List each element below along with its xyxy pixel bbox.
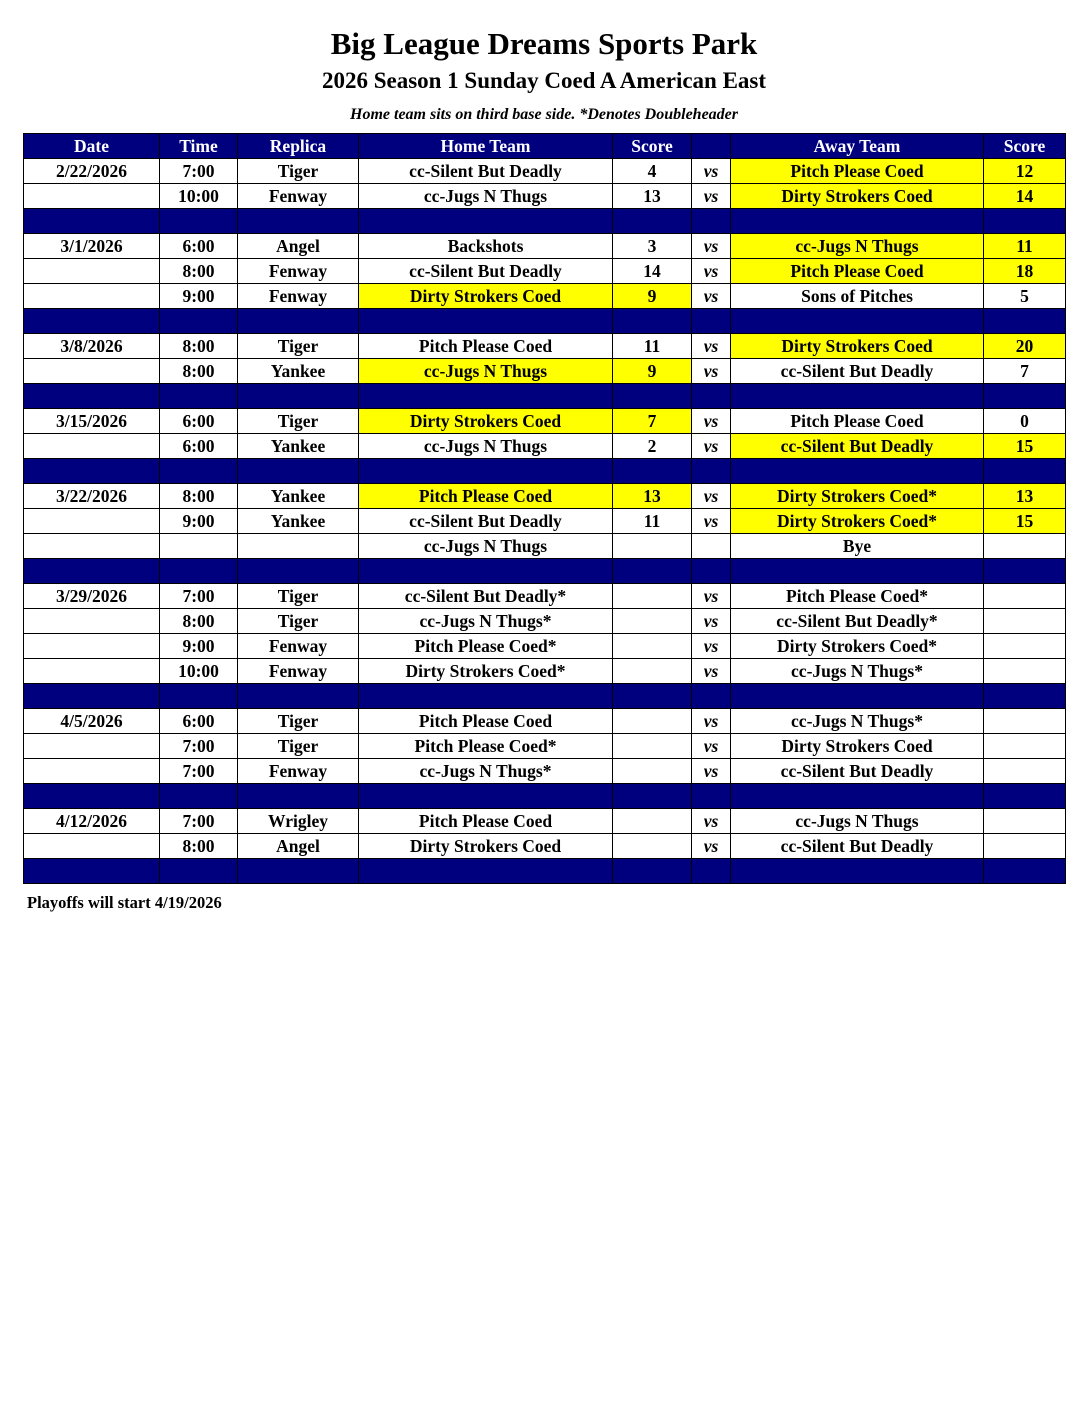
game-date <box>24 834 160 859</box>
game-time: 9:00 <box>160 284 238 309</box>
game-row <box>24 159 1066 184</box>
game-date <box>24 284 160 309</box>
home-score: 11 <box>613 509 692 534</box>
replica-field: Fenway <box>238 259 359 284</box>
replica-field: Angel <box>238 834 359 859</box>
game-row <box>24 734 1066 759</box>
game-row <box>24 834 1066 859</box>
game-row <box>24 284 1066 309</box>
vs-label: vs <box>692 434 731 459</box>
game-date <box>24 434 160 459</box>
home-team: Pitch Please Coed* <box>359 634 613 659</box>
separator-cell <box>731 784 984 809</box>
away-team: cc-Jugs N Thugs* <box>731 709 984 734</box>
replica-field: Yankee <box>238 509 359 534</box>
away-team: Dirty Strokers Coed <box>731 734 984 759</box>
vs-label: vs <box>692 659 731 684</box>
away-score: 15 <box>984 434 1066 459</box>
vs-label: vs <box>692 609 731 634</box>
game-date: 3/29/2026 <box>24 584 160 609</box>
game-date: 3/15/2026 <box>24 409 160 434</box>
separator-cell <box>692 784 731 809</box>
home-team: cc-Jugs N Thugs <box>359 434 613 459</box>
separator-cell <box>692 559 731 584</box>
game-time: 9:00 <box>160 509 238 534</box>
game-date: 4/5/2026 <box>24 709 160 734</box>
game-time: 10:00 <box>160 184 238 209</box>
game-time: 6:00 <box>160 434 238 459</box>
replica-field: Fenway <box>238 634 359 659</box>
home-team: Pitch Please Coed <box>359 809 613 834</box>
game-time: 7:00 <box>160 159 238 184</box>
separator-cell <box>731 209 984 234</box>
separator-cell <box>731 459 984 484</box>
away-team: Pitch Please Coed <box>731 409 984 434</box>
away-team: cc-Silent But Deadly <box>731 759 984 784</box>
away-team: cc-Silent But Deadly <box>731 834 984 859</box>
home-team: cc-Silent But Deadly* <box>359 584 613 609</box>
away-score: 15 <box>984 509 1066 534</box>
replica-field: Tiger <box>238 409 359 434</box>
replica-field: Tiger <box>238 609 359 634</box>
game-time: 6:00 <box>160 234 238 259</box>
away-score <box>984 584 1066 609</box>
home-score <box>613 809 692 834</box>
home-score: 14 <box>613 259 692 284</box>
vs-label: vs <box>692 284 731 309</box>
separator-cell <box>24 459 160 484</box>
home-team: cc-Silent But Deadly <box>359 259 613 284</box>
away-score: 13 <box>984 484 1066 509</box>
separator-cell <box>984 459 1066 484</box>
home-score: 9 <box>613 284 692 309</box>
separator-cell <box>731 309 984 334</box>
game-time: 7:00 <box>160 809 238 834</box>
replica-field: Tiger <box>238 334 359 359</box>
away-team: Dirty Strokers Coed* <box>731 509 984 534</box>
separator-cell <box>238 459 359 484</box>
away-team: Bye <box>731 534 984 559</box>
home-score: 13 <box>613 184 692 209</box>
replica-field: Yankee <box>238 434 359 459</box>
page-title: Big League Dreams Sports Park <box>330 26 758 61</box>
game-time: 8:00 <box>160 484 238 509</box>
separator-cell <box>731 684 984 709</box>
column-header-replica: Replica <box>238 134 359 159</box>
separator-cell <box>984 859 1066 884</box>
separator-cell <box>238 859 359 884</box>
home-team: cc-Silent But Deadly <box>359 159 613 184</box>
away-score: 20 <box>984 334 1066 359</box>
away-team: cc-Jugs N Thugs <box>731 234 984 259</box>
column-header-time: Time <box>160 134 238 159</box>
game-row <box>24 659 1066 684</box>
column-header-date: Date <box>24 134 160 159</box>
separator-cell <box>238 559 359 584</box>
replica-field: Angel <box>238 234 359 259</box>
replica-field <box>238 534 359 559</box>
week-separator-row <box>24 459 1066 484</box>
away-score <box>984 634 1066 659</box>
home-team: Dirty Strokers Coed <box>359 834 613 859</box>
away-score: 14 <box>984 184 1066 209</box>
game-row <box>24 634 1066 659</box>
home-team: cc-Jugs N Thugs* <box>359 759 613 784</box>
replica-field: Fenway <box>238 184 359 209</box>
away-score: 7 <box>984 359 1066 384</box>
separator-cell <box>24 859 160 884</box>
vs-label: vs <box>692 509 731 534</box>
home-score: 2 <box>613 434 692 459</box>
away-score <box>984 759 1066 784</box>
home-score <box>613 834 692 859</box>
replica-field: Wrigley <box>238 809 359 834</box>
replica-field: Fenway <box>238 284 359 309</box>
separator-cell <box>359 859 613 884</box>
home-team: cc-Jugs N Thugs* <box>359 609 613 634</box>
separator-cell <box>984 684 1066 709</box>
home-score <box>613 634 692 659</box>
separator-cell <box>731 384 984 409</box>
separator-cell <box>160 559 238 584</box>
game-date <box>24 534 160 559</box>
separator-cell <box>160 684 238 709</box>
home-score: 11 <box>613 334 692 359</box>
away-score: 0 <box>984 409 1066 434</box>
home-team: cc-Jugs N Thugs <box>359 534 613 559</box>
week-separator-row <box>24 209 1066 234</box>
separator-cell <box>160 459 238 484</box>
page-subtitle: 2026 Season 1 Sunday Coed A American East <box>321 68 767 93</box>
week-separator-row <box>24 684 1066 709</box>
home-score: 4 <box>613 159 692 184</box>
column-header-home-score: Score <box>613 134 692 159</box>
playoffs-note: Playoffs will start 4/19/2026 <box>27 893 222 912</box>
away-team: Pitch Please Coed <box>731 259 984 284</box>
vs-label: vs <box>692 484 731 509</box>
game-time: 9:00 <box>160 634 238 659</box>
separator-cell <box>692 384 731 409</box>
separator-cell <box>359 784 613 809</box>
home-score: 3 <box>613 234 692 259</box>
separator-cell <box>359 209 613 234</box>
replica-field: Yankee <box>238 359 359 384</box>
game-time: 10:00 <box>160 659 238 684</box>
game-time: 6:00 <box>160 709 238 734</box>
replica-field: Fenway <box>238 659 359 684</box>
column-header-vs <box>692 134 731 159</box>
home-score: 9 <box>613 359 692 384</box>
schedule-table <box>23 133 1066 884</box>
vs-label: vs <box>692 409 731 434</box>
game-row <box>24 434 1066 459</box>
away-team: cc-Silent But Deadly <box>731 359 984 384</box>
away-score <box>984 709 1066 734</box>
vs-label: vs <box>692 184 731 209</box>
separator-cell <box>692 209 731 234</box>
separator-cell <box>359 384 613 409</box>
separator-cell <box>238 684 359 709</box>
vs-label: vs <box>692 359 731 384</box>
separator-cell <box>238 209 359 234</box>
game-row <box>24 809 1066 834</box>
separator-cell <box>613 309 692 334</box>
separator-cell <box>613 684 692 709</box>
separator-cell <box>613 559 692 584</box>
separator-cell <box>984 209 1066 234</box>
away-score: 12 <box>984 159 1066 184</box>
replica-field: Yankee <box>238 484 359 509</box>
game-date <box>24 259 160 284</box>
away-team: Pitch Please Coed <box>731 159 984 184</box>
replica-field: Tiger <box>238 734 359 759</box>
game-row <box>24 259 1066 284</box>
game-time: 8:00 <box>160 334 238 359</box>
separator-cell <box>613 459 692 484</box>
separator-cell <box>238 784 359 809</box>
separator-cell <box>731 559 984 584</box>
game-row <box>24 409 1066 434</box>
away-team: Pitch Please Coed* <box>731 584 984 609</box>
replica-field: Tiger <box>238 584 359 609</box>
separator-cell <box>24 209 160 234</box>
vs-label: vs <box>692 709 731 734</box>
vs-label: vs <box>692 159 731 184</box>
game-date <box>24 734 160 759</box>
separator-cell <box>160 209 238 234</box>
away-score <box>984 609 1066 634</box>
away-team: Dirty Strokers Coed* <box>731 634 984 659</box>
separator-cell <box>24 309 160 334</box>
game-time: 8:00 <box>160 259 238 284</box>
game-time: 8:00 <box>160 834 238 859</box>
week-separator-row <box>24 859 1066 884</box>
vs-label: vs <box>692 634 731 659</box>
game-time <box>160 534 238 559</box>
game-row <box>24 234 1066 259</box>
away-score <box>984 809 1066 834</box>
separator-cell <box>613 859 692 884</box>
vs-label <box>692 534 731 559</box>
home-score <box>613 734 692 759</box>
separator-cell <box>692 859 731 884</box>
separator-cell <box>984 784 1066 809</box>
vs-label: vs <box>692 234 731 259</box>
home-team: Pitch Please Coed <box>359 334 613 359</box>
away-score <box>984 834 1066 859</box>
home-team: Dirty Strokers Coed* <box>359 659 613 684</box>
schedule-note: Home team sits on third base side. *Denotes Doubleheader <box>350 106 738 123</box>
replica-field: Tiger <box>238 159 359 184</box>
vs-label: vs <box>692 584 731 609</box>
home-team: Pitch Please Coed <box>359 484 613 509</box>
away-team: Sons of Pitches <box>731 284 984 309</box>
separator-cell <box>984 309 1066 334</box>
vs-label: vs <box>692 809 731 834</box>
home-team: Dirty Strokers Coed <box>359 409 613 434</box>
away-score <box>984 659 1066 684</box>
week-separator-row <box>24 309 1066 334</box>
separator-cell <box>692 459 731 484</box>
vs-label: vs <box>692 759 731 784</box>
game-row <box>24 609 1066 634</box>
game-row <box>24 584 1066 609</box>
separator-cell <box>613 209 692 234</box>
vs-label: vs <box>692 259 731 284</box>
game-date <box>24 359 160 384</box>
separator-cell <box>24 784 160 809</box>
separator-cell <box>24 684 160 709</box>
replica-field: Fenway <box>238 759 359 784</box>
game-date: 3/8/2026 <box>24 334 160 359</box>
game-date <box>24 184 160 209</box>
home-score <box>613 584 692 609</box>
home-team: Backshots <box>359 234 613 259</box>
separator-cell <box>160 784 238 809</box>
home-score <box>613 759 692 784</box>
separator-cell <box>692 309 731 334</box>
column-header-home-team: Home Team <box>359 134 613 159</box>
separator-cell <box>731 859 984 884</box>
home-score <box>613 709 692 734</box>
game-date <box>24 509 160 534</box>
game-date: 4/12/2026 <box>24 809 160 834</box>
vs-label: vs <box>692 734 731 759</box>
home-score: 7 <box>613 409 692 434</box>
table-header-row <box>24 134 1066 159</box>
game-date <box>24 634 160 659</box>
away-team: cc-Jugs N Thugs* <box>731 659 984 684</box>
separator-cell <box>160 384 238 409</box>
game-date: 3/1/2026 <box>24 234 160 259</box>
game-row <box>24 359 1066 384</box>
separator-cell <box>238 309 359 334</box>
game-date: 2/22/2026 <box>24 159 160 184</box>
separator-cell <box>613 384 692 409</box>
separator-cell <box>359 459 613 484</box>
home-score <box>613 534 692 559</box>
separator-cell <box>24 384 160 409</box>
game-row <box>24 759 1066 784</box>
separator-cell <box>359 684 613 709</box>
week-separator-row <box>24 784 1066 809</box>
vs-label: vs <box>692 334 731 359</box>
game-time: 6:00 <box>160 409 238 434</box>
away-score: 18 <box>984 259 1066 284</box>
home-team: cc-Jugs N Thugs <box>359 184 613 209</box>
game-row <box>24 334 1066 359</box>
game-row <box>24 509 1066 534</box>
game-time: 7:00 <box>160 759 238 784</box>
away-team: cc-Silent But Deadly* <box>731 609 984 634</box>
away-team: cc-Jugs N Thugs <box>731 809 984 834</box>
vs-label: vs <box>692 834 731 859</box>
away-score: 5 <box>984 284 1066 309</box>
column-header-away-team: Away Team <box>731 134 984 159</box>
home-team: Pitch Please Coed* <box>359 734 613 759</box>
separator-cell <box>160 859 238 884</box>
away-team: Dirty Strokers Coed* <box>731 484 984 509</box>
separator-cell <box>238 384 359 409</box>
away-team: Dirty Strokers Coed <box>731 184 984 209</box>
game-date <box>24 609 160 634</box>
week-separator-row <box>24 559 1066 584</box>
game-row <box>24 709 1066 734</box>
separator-cell <box>613 784 692 809</box>
home-score: 13 <box>613 484 692 509</box>
away-score <box>984 734 1066 759</box>
game-time: 8:00 <box>160 609 238 634</box>
game-row <box>24 534 1066 559</box>
game-time: 8:00 <box>160 359 238 384</box>
away-score: 11 <box>984 234 1066 259</box>
game-date <box>24 659 160 684</box>
away-team: cc-Silent But Deadly <box>731 434 984 459</box>
separator-cell <box>160 309 238 334</box>
home-team: cc-Silent But Deadly <box>359 509 613 534</box>
separator-cell <box>984 384 1066 409</box>
home-score <box>613 609 692 634</box>
column-header-away-score: Score <box>984 134 1066 159</box>
replica-field: Tiger <box>238 709 359 734</box>
game-date <box>24 759 160 784</box>
away-score <box>984 534 1066 559</box>
home-team: Dirty Strokers Coed <box>359 284 613 309</box>
separator-cell <box>692 684 731 709</box>
away-team: Dirty Strokers Coed <box>731 334 984 359</box>
separator-cell <box>24 559 160 584</box>
schedule-body <box>24 159 1066 884</box>
game-row <box>24 484 1066 509</box>
game-time: 7:00 <box>160 584 238 609</box>
game-time: 7:00 <box>160 734 238 759</box>
separator-cell <box>359 559 613 584</box>
home-team: Pitch Please Coed <box>359 709 613 734</box>
game-row <box>24 184 1066 209</box>
home-team: cc-Jugs N Thugs <box>359 359 613 384</box>
home-score <box>613 659 692 684</box>
week-separator-row <box>24 384 1066 409</box>
separator-cell <box>984 559 1066 584</box>
game-date: 3/22/2026 <box>24 484 160 509</box>
separator-cell <box>359 309 613 334</box>
